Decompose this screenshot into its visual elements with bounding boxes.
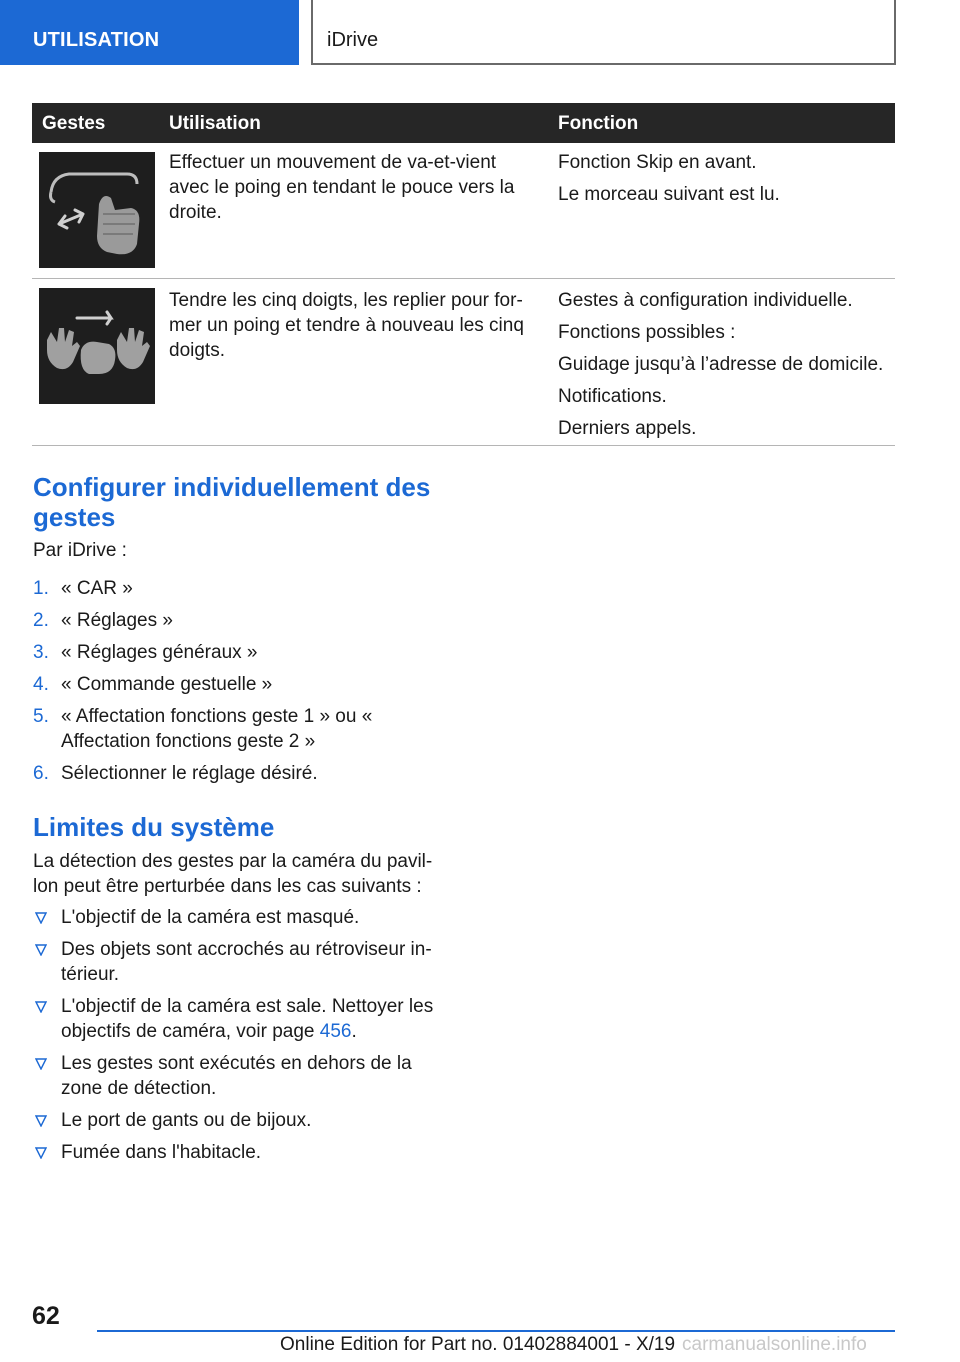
function-text — [558, 288, 895, 448]
list-item — [33, 672, 438, 697]
table-header-usage: Utilisation — [169, 113, 261, 134]
gesture-table — [32, 103, 895, 446]
list-item — [33, 1108, 438, 1133]
limits-intro: La détection des gestes par la caméra du pavillon peut être perturbée dans les cas suivants : — [33, 851, 433, 897]
fist-thumb-swipe-icon — [39, 152, 155, 268]
configure-steps-list — [33, 576, 438, 793]
limits-bullet-list — [33, 905, 438, 1172]
list-item — [33, 1051, 438, 1101]
bullet-text: Le port de gants ou de bijoux. — [61, 1110, 312, 1131]
list-item — [33, 640, 438, 665]
triangle-bullet-icon — [35, 1147, 47, 1159]
function-line: Gestes à configuration individuelle. — [558, 290, 853, 311]
table-row — [32, 143, 895, 279]
bullet-text: L'objectif de la caméra est masqué. — [61, 907, 360, 928]
triangle-bullet-icon — [35, 1058, 47, 1070]
table-header-gestures: Gestes — [42, 113, 106, 134]
step-text: Sélectionner le réglage désiré. — [61, 763, 318, 784]
chapter-title: iDrive — [327, 29, 379, 51]
step-number: 6. — [33, 763, 49, 784]
step-number: 5. — [33, 706, 49, 727]
table-header-row — [32, 103, 895, 143]
list-item — [33, 905, 438, 930]
step-number: 4. — [33, 674, 49, 695]
bullet-text: Les gestes sont exécutés en dehors de la zone de détection. — [61, 1053, 412, 1099]
table-header-function: Fonction — [558, 113, 639, 134]
function-line: Guidage jusqu’à l’adresse de domicile. — [558, 354, 884, 375]
function-line: Notifications. — [558, 386, 667, 407]
watermark-text: carmanualsonline.info — [682, 1334, 867, 1355]
function-line: Derniers appels. — [558, 418, 697, 439]
step-text: « Réglages » — [61, 610, 173, 631]
bullet-text: L'objectif de la caméra est sale. Nettoyer les objectifs de caméra, voir page — [61, 996, 434, 1042]
heading-configure-gestures: Configurer individuellement des gestes — [33, 472, 431, 532]
list-item — [33, 937, 438, 987]
usage-text: Effectuer un mouvement de va-et-vient avec le poing en tendant le pouce vers la droite. — [169, 152, 515, 223]
triangle-bullet-icon — [35, 912, 47, 924]
function-line: Fonctions possibles : — [558, 322, 736, 343]
section-tab — [0, 0, 299, 65]
bullet-text: Des objets sont accrochés au rétroviseur intérieur. — [61, 939, 432, 985]
function-line: Le morceau suivant est lu. — [558, 184, 780, 205]
configure-intro: Par iDrive : — [33, 540, 127, 561]
heading-system-limits: Limites du système — [33, 812, 275, 842]
bullet-text: Fumée dans l'habitacle. — [61, 1142, 262, 1163]
step-text: « Commande gestuelle » — [61, 674, 273, 695]
list-item — [33, 576, 438, 601]
triangle-bullet-icon — [35, 944, 47, 956]
triangle-bullet-icon — [35, 1001, 47, 1013]
step-text: « CAR » — [61, 578, 133, 599]
footer-divider — [97, 1330, 895, 1332]
step-text: « Affectation fonctions geste 1 » ou « Affectation fonctions geste 2 » — [61, 706, 373, 752]
list-item — [33, 994, 438, 1044]
list-item — [33, 1140, 438, 1165]
open-fist-open-hand-icon — [39, 288, 155, 404]
chapter-tab — [311, 0, 896, 65]
step-number: 1. — [33, 578, 49, 599]
page-reference-link[interactable]: 456 — [319, 1021, 352, 1042]
function-line: Fonction Skip en avant. — [558, 152, 757, 173]
step-number: 2. — [33, 610, 49, 631]
function-text — [558, 150, 895, 214]
page-number: 62 — [32, 1302, 60, 1330]
edition-text: Online Edition for Part no. 01402884001 - X/19 — [280, 1334, 676, 1355]
step-number: 3. — [33, 642, 49, 663]
table-row — [32, 279, 895, 446]
list-item — [33, 761, 438, 786]
list-item — [33, 704, 438, 754]
triangle-bullet-icon — [35, 1115, 47, 1127]
list-item — [33, 608, 438, 633]
usage-text: Tendre les cinq doigts, les replier pour former un poing et tendre à nouveau les cinq doigts. — [169, 290, 524, 361]
section-title: UTILISATION — [33, 29, 160, 51]
step-text: « Réglages généraux » — [61, 642, 258, 663]
bullet-text-end: . — [351, 1021, 357, 1042]
